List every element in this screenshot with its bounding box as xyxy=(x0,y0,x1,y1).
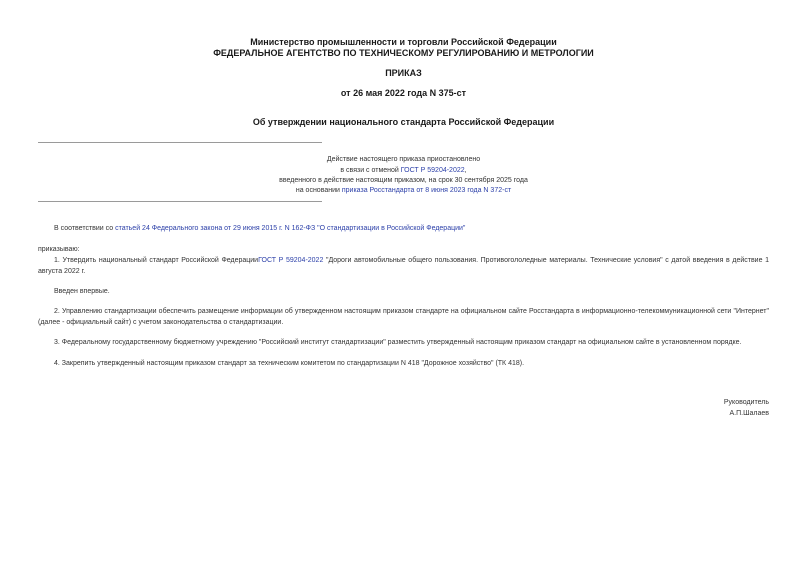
rosstandart-order-link[interactable]: приказа Росстандарта от 8 июня 2023 года N 372-ст xyxy=(341,187,512,194)
item-3-paragraph: 3. Федеральному государственному бюджетному учреждению "Российский институт стандартизации" разместить утвержденный настоящим приказом стандарт на официальном сайте в установленном порядке. xyxy=(54,339,742,346)
notice-line-3: введенного в действие настоящим приказом, на срок 30 сентября 2025 года xyxy=(279,177,528,184)
ministry-name: Министерство промышленности и торговли Российской Федерации xyxy=(250,37,557,47)
item-1-suffix: "Дороги автомобильные общего пользования. Противогололедные материалы. Технические условия" с датой введения в действие 1 августа 2022 г. xyxy=(38,257,769,275)
item-4-paragraph: 4. Закрепить утвержденный настоящим приказом стандарт за техническим комитетом по стандартизации N 418 "Дорожное хозяйство" (ТК 418). xyxy=(54,360,525,367)
introduced-note: Введен впервые. xyxy=(54,288,110,295)
item-1-paragraph xyxy=(38,255,769,277)
document-type: ПРИКАЗ xyxy=(385,68,422,78)
signatory-name: А.П.Шалаев xyxy=(729,410,769,417)
document-title: Об утверждении национального стандарта Российской Федерации xyxy=(252,117,555,127)
gost-standard-link[interactable]: ГОСТ Р 59204-2022 xyxy=(258,257,324,264)
notice-line-4 xyxy=(0,185,807,196)
notice-top-divider xyxy=(38,142,322,143)
basis-prefix: В соответствии со xyxy=(54,225,116,232)
gost-link[interactable]: ГОСТ Р 59204-2022 xyxy=(400,167,465,174)
basis-paragraph xyxy=(38,223,769,234)
item-2-paragraph: 2. Управлению стандартизации обеспечить размещение информации об утвержденном настоящим приказом стандарте на официальном сайте Росстандарта в информационно-телекоммуникационной сети "Интернет" (далее - официальный сайт) с учетом законодательства о стандартизации. xyxy=(38,308,769,326)
notice-line-2-suffix: , xyxy=(464,167,467,174)
agency-name: ФЕДЕРАЛЬНОЕ АГЕНТСТВО ПО ТЕХНИЧЕСКОМУ РЕГУЛИРОВАНИЮ И МЕТРОЛОГИИ xyxy=(213,48,594,58)
signatory-position: Руководитель xyxy=(723,399,769,406)
notice-line-1: Действие настоящего приказа приостановлено xyxy=(326,156,481,163)
notice-line-4-prefix: на основании xyxy=(295,187,342,194)
federal-law-link[interactable]: статьей 24 Федерального закона от 29 июня 2015 г. N 162-ФЗ "О стандартизации в Российской Федерации" xyxy=(115,225,466,232)
notice-line-2-prefix: в связи с отменой xyxy=(340,167,401,174)
order-word: приказываю: xyxy=(38,246,80,253)
item-1-prefix: 1. Утвердить национальный стандарт Российской Федерации xyxy=(54,257,259,264)
notice-bottom-divider xyxy=(38,201,322,202)
document-date-number: от 26 мая 2022 года N 375-ст xyxy=(340,88,467,98)
